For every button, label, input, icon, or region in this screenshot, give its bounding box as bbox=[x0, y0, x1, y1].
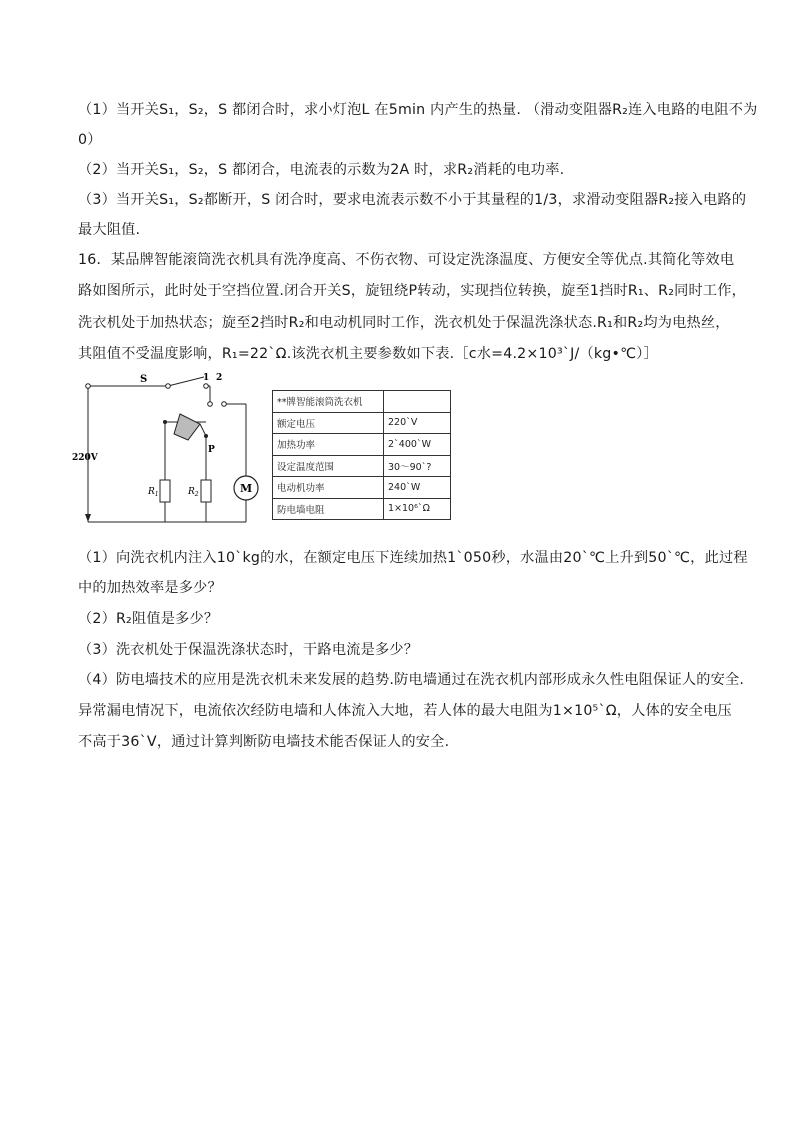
table-key: 加热功率 bbox=[273, 434, 384, 456]
text-line: 16．某品牌智能滚筒洗衣机具有洗净度高、不伤衣物、可设定洗涤温度、方便安全等优点.其简化等效电 bbox=[78, 252, 735, 268]
text-line: 中的加热效率是多少？ bbox=[78, 580, 222, 596]
table-value: 220`V bbox=[384, 412, 451, 434]
text-line: （2）当开关S₁，S₂，S 都闭合，电流表的示数为2A 时，求R₂消耗的电功率. bbox=[78, 162, 565, 178]
r1-label: $R_1$ bbox=[148, 487, 159, 498]
contact-2-label: 2 bbox=[216, 373, 223, 383]
terminal-dot bbox=[163, 420, 167, 424]
table-key: 防电墙电阻 bbox=[273, 498, 384, 520]
text-line: 路如图所示，此时处于空挡位置.闭合开关S，旋钮绕P转动，实现挡位转换，旋至1挡时R₁、R₂同时工作， bbox=[78, 283, 747, 299]
table-value: 30～90`? bbox=[384, 455, 451, 477]
text-line: （1）向洗衣机内注入10`kg的水，在额定电压下连续加热1`050秒，水温由20`℃上升到50`℃，此过程 bbox=[78, 550, 748, 566]
circuit-diagram bbox=[68, 372, 268, 542]
table-cell bbox=[384, 391, 451, 413]
text-line: 不高于36`V，通过计算判断防电墙技术能否保证人的安全. bbox=[78, 734, 450, 750]
text-line: （1）当开关S₁，S₂，S 都闭合时，求小灯泡L 在5min 内产生的热量. （滑动变阻器R₂连入电路的电阻不为 bbox=[78, 102, 758, 118]
switch-contact bbox=[86, 384, 91, 389]
text-line: （3）洗衣机处于保温洗涤状态时，干路电流是多少？ bbox=[78, 642, 419, 658]
text-line: 异常漏电情况下，电流依次经防电墙和人体流入大地，若人体的最大电阻为1×10⁵`Ω，人体的安全电压 bbox=[78, 703, 732, 719]
pivot-label: P bbox=[208, 445, 215, 455]
table-row bbox=[273, 412, 451, 434]
text-line: 其阻值不受温度影响，R₁=22`Ω.该洗衣机主要参数如下表.［c水=4.2×10³`J/（kg•℃）］ bbox=[78, 346, 658, 362]
text-line: （3）当开关S₁，S₂都断开，S 闭合时，要求电流表示数不小于其量程的1/3，求滑动变阻器R₂接入电路的 bbox=[78, 192, 747, 208]
rotary-knob bbox=[174, 414, 200, 440]
text-line: 洗衣机处于加热状态；旋至2挡时R₂和电动机同时工作，洗衣机处于保温洗涤状态.R₁和R₂均为电热丝， bbox=[78, 315, 730, 331]
table-value: 2`400`W bbox=[384, 434, 451, 456]
switch-contact bbox=[204, 384, 209, 389]
table-row bbox=[273, 477, 451, 499]
table-title: **牌智能滚筒洗衣机 bbox=[273, 391, 384, 413]
switch-label: S bbox=[140, 374, 148, 385]
table-row bbox=[273, 455, 451, 477]
terminal-dot bbox=[204, 434, 208, 438]
text-line: （4）防电墙技术的应用是洗衣机未来发展的趋势.防电墙通过在洗衣机内部形成永久性电阻保证人的安全. bbox=[78, 672, 745, 688]
table-value: 1×10⁶`Ω bbox=[384, 498, 451, 520]
contact-1-label: 1 bbox=[203, 373, 210, 383]
table-key: 电动机功率 bbox=[273, 477, 384, 499]
table-key: 设定温度范围 bbox=[273, 455, 384, 477]
parameter-table bbox=[272, 390, 451, 520]
table-row bbox=[273, 498, 451, 520]
text-line: （2）R₂阻值是多少？ bbox=[78, 611, 219, 627]
table-key: 额定电压 bbox=[273, 412, 384, 434]
switch-contact bbox=[208, 402, 213, 407]
text-line: 0） bbox=[78, 132, 102, 148]
switch-contact bbox=[222, 402, 227, 407]
r2-label: $R_2$ bbox=[188, 487, 199, 498]
table-value: 240`W bbox=[384, 477, 451, 499]
voltage-label: 220V bbox=[72, 453, 98, 463]
table-row bbox=[273, 434, 451, 456]
table-row bbox=[273, 391, 451, 413]
text-line: 最大阻值. bbox=[78, 222, 141, 238]
switch-contact bbox=[166, 384, 171, 389]
motor-label: M bbox=[240, 482, 253, 495]
